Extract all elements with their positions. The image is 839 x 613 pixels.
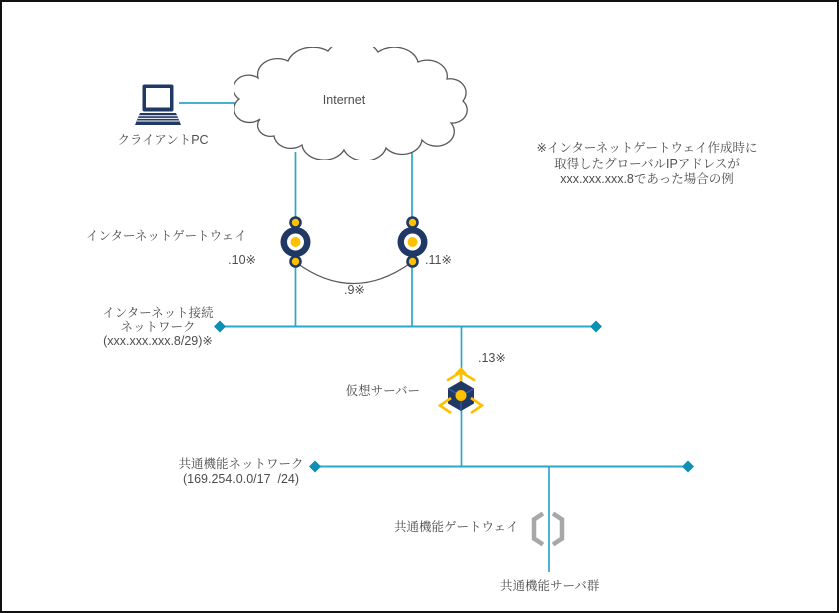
common-network-label (163, 457, 319, 487)
note-line-1: ※インターネットゲートウェイ作成時に (536, 141, 758, 155)
common-network-line-1: 共通機能ネットワーク (178, 457, 304, 471)
internet-label: Internet (322, 93, 366, 107)
internet-gateway-left-icon (273, 214, 318, 270)
internet-network-right-endpoint (590, 321, 602, 333)
client-pc-icon (132, 84, 182, 128)
scale-left-chevron (440, 398, 451, 413)
common-gateway-label: 共通機能ゲートウェイ (394, 520, 519, 534)
gateway-port-top (291, 218, 301, 228)
gateway-port-bottom (291, 257, 301, 267)
gateway-right-ip-label: .11※ (425, 253, 452, 267)
gateway-port-bottom (407, 257, 417, 267)
common-network-right-endpoint (682, 461, 694, 473)
common-servers-label: 共通機能サーバ群 (500, 579, 600, 593)
internet-network-line-3: (xxx.xxx.xxx.8/29)※ (103, 333, 213, 348)
server-core (456, 390, 467, 401)
global-ip-note (533, 141, 761, 188)
virtual-server-label: 仮想サーバー (345, 384, 420, 398)
internet-network-line-2: ネットワーク (120, 319, 196, 334)
laptop-screen (146, 88, 170, 108)
server-ip-label: .13※ (478, 351, 506, 365)
gateway-port-top (407, 218, 417, 228)
hexagon-right-half (553, 514, 562, 545)
gateway-left-ip-label: .10※ (228, 253, 256, 267)
gateway-core (291, 237, 301, 247)
scale-right-chevron (471, 398, 482, 413)
laptop-keyboard (135, 113, 181, 125)
client-pc-label: クライアントPC (117, 133, 209, 147)
gateway-vip-label: .9※ (344, 283, 365, 297)
common-gateway-icon (531, 509, 565, 549)
internet-network-label (70, 307, 246, 348)
hexagon-left-half (534, 514, 543, 545)
note-line-3: xxx.xxx.xxx.8であった場合の例 (560, 172, 734, 186)
gateway-core (407, 237, 417, 247)
note-line-2: 取得したグローバルIPアドレスが (554, 156, 740, 171)
common-network-line-2: (169.254.0.0/17 /24) (182, 472, 300, 486)
internet-gateway-label: インターネットゲートウェイ (86, 229, 247, 243)
virtual-server-icon (433, 367, 489, 423)
internet-network-line-1: インターネット接続 (102, 306, 214, 320)
